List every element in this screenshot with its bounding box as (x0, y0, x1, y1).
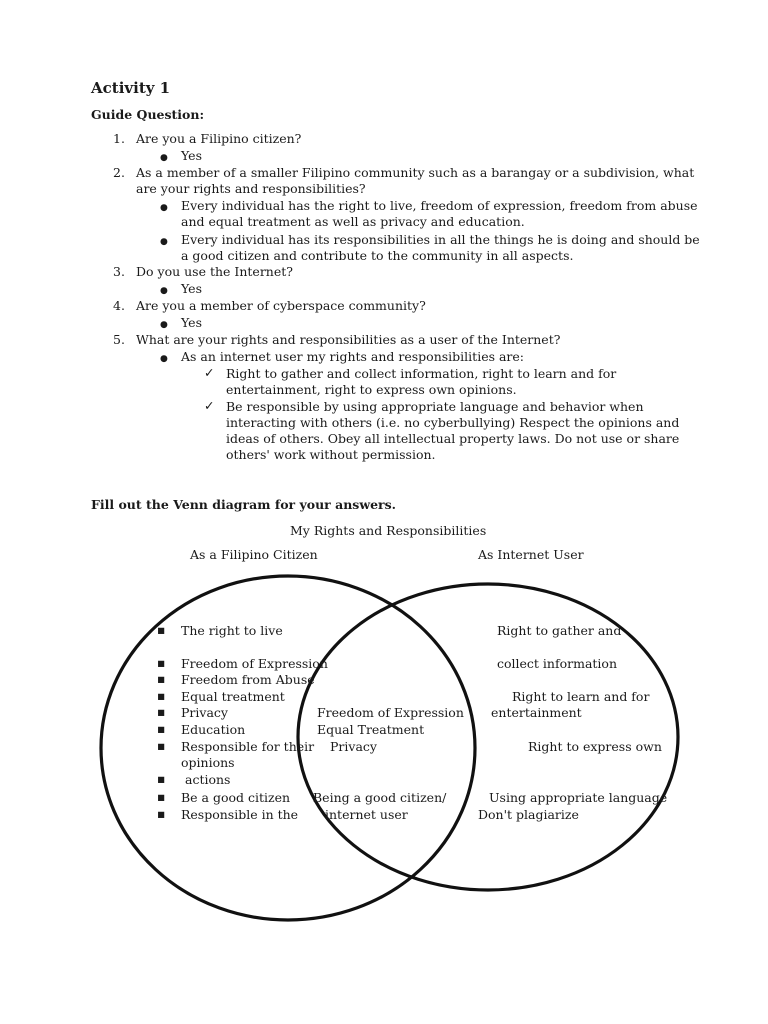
left-item: Responsible in the (181, 807, 299, 822)
q2-text-line2: are your rights and responsibilities? (136, 181, 366, 196)
bullet-icon: ● (160, 320, 168, 330)
left-item: Education (181, 722, 246, 737)
left-item: actions (185, 772, 231, 787)
left-item: opinions (181, 755, 235, 770)
right-item: Right to gather and (497, 623, 622, 638)
guide-question-label: Guide Question: (91, 107, 205, 122)
q5-text: What are your rights and responsibilities as a user of the Internet? (136, 332, 561, 347)
left-item: Be a good citizen (181, 790, 291, 805)
q1-text: Are you a Filipino citizen? (136, 131, 302, 146)
left-item: Responsible for their (181, 739, 315, 754)
square-bullet-icon: ▪ (157, 655, 166, 670)
q5-check2-line1: Be responsible by using appropriate language and behavior when (226, 399, 644, 414)
q2-number: 2. (113, 165, 125, 180)
square-bullet-icon: ▪ (157, 688, 166, 703)
left-item: Freedom from Abuse (181, 672, 315, 687)
q3-number: 3. (113, 264, 125, 279)
square-bullet-icon: ▪ (157, 738, 166, 753)
venn-title: My Rights and Responsibilities (290, 523, 487, 538)
q2-answer2-line1: Every individual has its responsibilities in all the things he is doing and should be (181, 232, 700, 247)
q5-check1-line1: Right to gather and collect information, right to learn and for (226, 366, 617, 381)
center-item: Freedom of Expression (317, 705, 464, 720)
q5-intro: As an internet user my rights and responsibilities are: (181, 349, 525, 364)
left-item: Freedom of Expression (181, 656, 328, 671)
venn-instruction: Fill out the Venn diagram for your answers. (91, 497, 397, 512)
right-item: collect information (497, 656, 617, 671)
center-item: internet user (325, 807, 408, 822)
right-item: Right to learn and for (512, 689, 650, 704)
q5-number: 5. (113, 332, 125, 347)
q2-answer1-line2: and equal treatment as well as privacy and education. (181, 214, 525, 229)
venn-left-label: As a Filipino Citizen (190, 547, 318, 562)
bullet-icon: ● (160, 237, 168, 247)
q3-text: Do you use the Internet? (136, 264, 293, 279)
right-item: Right to express own (528, 739, 662, 754)
q4-text: Are you a member of cyberspace community? (136, 298, 426, 313)
bullet-icon: ● (160, 153, 168, 163)
bullet-icon: ● (160, 203, 168, 213)
q5-check2-line3: ideas of others. Obey all intellectual property laws. Do not use or share (226, 431, 680, 446)
square-bullet-icon: ▪ (157, 704, 166, 719)
q1-number: 1. (113, 131, 125, 146)
q2-text-line1: As a member of a smaller Filipino community such as a barangay or a subdivision, what (136, 165, 695, 180)
left-item: Privacy (181, 705, 228, 720)
q4-number: 4. (113, 298, 125, 313)
check-icon: ✓ (204, 365, 215, 380)
venn-right-label: As Internet User (478, 547, 584, 562)
square-bullet-icon: ▪ (157, 721, 166, 736)
right-item: Using appropriate language (489, 790, 668, 805)
bullet-icon: ● (160, 354, 168, 364)
bullet-icon: ● (160, 286, 168, 296)
activity-title: Activity 1 (91, 79, 171, 97)
center-item: Privacy (330, 739, 377, 754)
square-bullet-icon: ▪ (157, 622, 166, 637)
center-item: Equal Treatment (317, 722, 425, 737)
q4-answer: Yes (181, 315, 202, 330)
q2-answer2-line2: a good citizen and contribute to the community in all aspects. (181, 248, 574, 263)
check-icon: ✓ (204, 398, 215, 413)
q1-answer: Yes (181, 148, 202, 163)
square-bullet-icon: ▪ (157, 771, 166, 786)
left-item: The right to live (181, 623, 283, 638)
q5-check2-line2: interacting with others (i.e. no cyberbullying) Respect the opinions and (226, 415, 680, 430)
q2-answer1-line1: Every individual has the right to live, freedom of expression, freedom from abuse (181, 198, 698, 213)
right-item: entertainment (491, 705, 582, 720)
square-bullet-icon: ▪ (157, 671, 166, 686)
left-item: Equal treatment (181, 689, 285, 704)
square-bullet-icon: ▪ (157, 806, 166, 821)
square-bullet-icon: ▪ (157, 789, 166, 804)
right-item: Don't plagiarize (478, 807, 579, 822)
q3-answer: Yes (181, 281, 202, 296)
q5-check1-line2: entertainment, right to express own opinions. (226, 382, 517, 397)
center-item: Being a good citizen/ (313, 790, 447, 805)
q5-check2-line4: others' work without permission. (226, 447, 436, 462)
